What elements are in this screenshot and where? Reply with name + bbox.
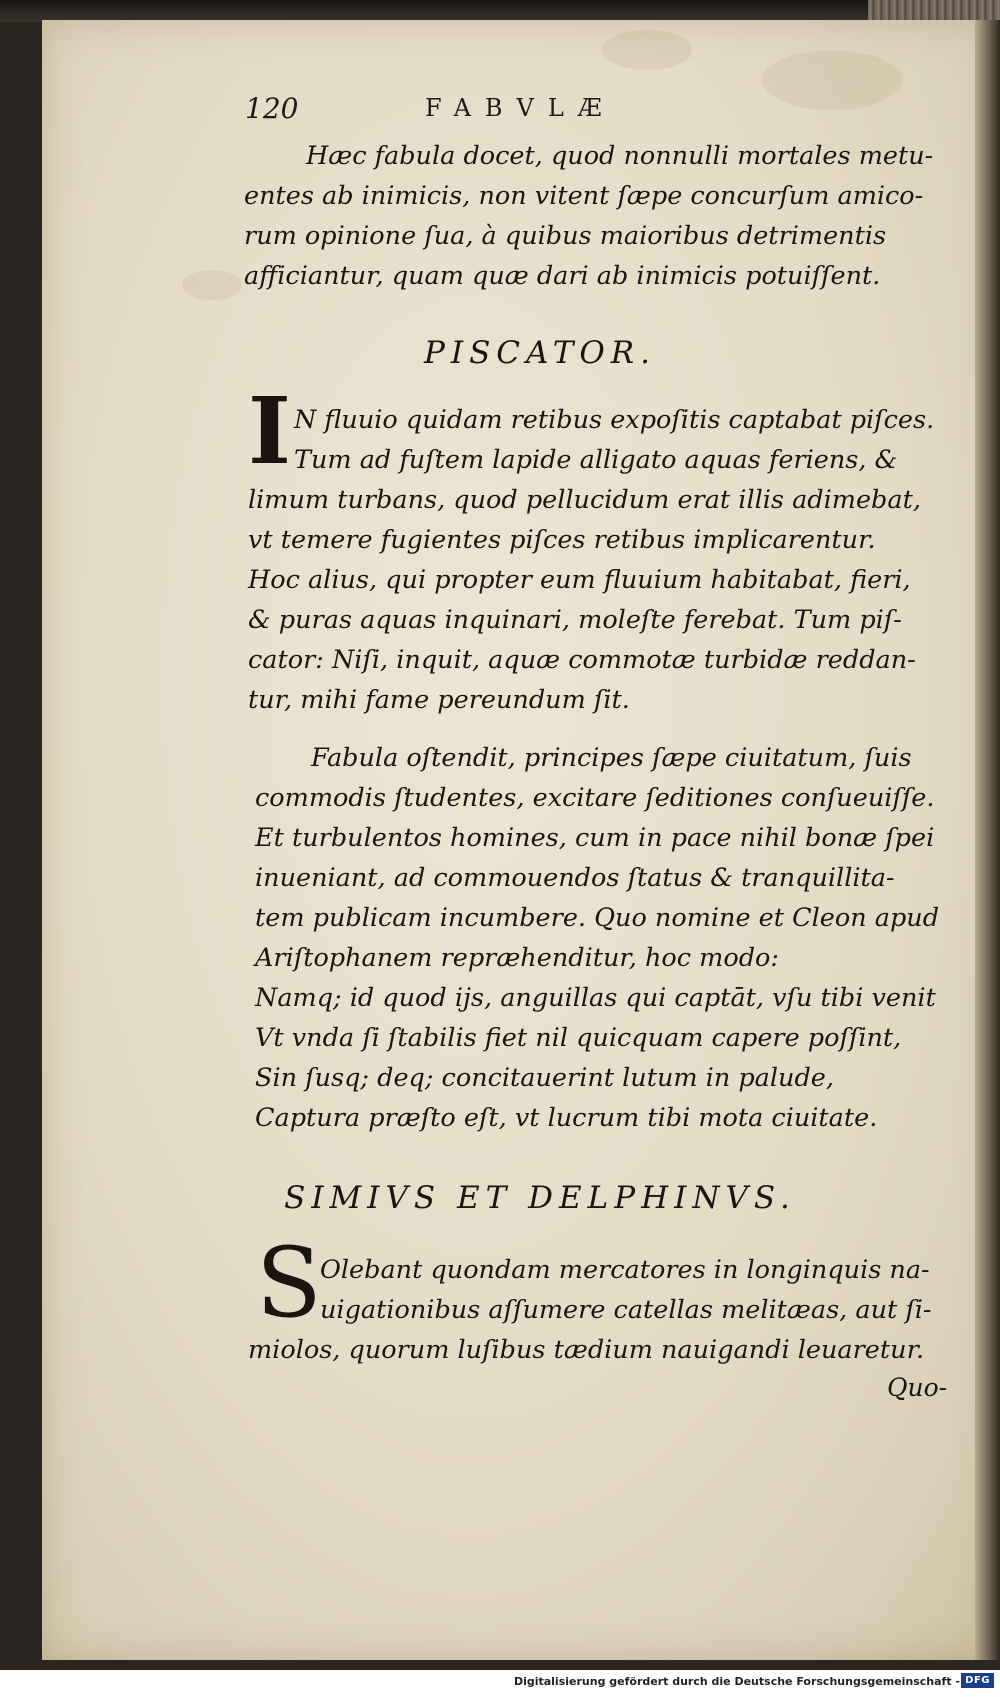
verse-line: Vt vnda ſi ſtabilis fiet nil quicquam capere poſſint, <box>255 1023 902 1053</box>
text-line: rum opinione ſua, à quibus maioribus detrimentis <box>244 221 887 251</box>
text-line: Hoc alius, qui propter eum fluuium habitabat, fieri, <box>248 565 911 595</box>
catchword: Quo- <box>887 1373 948 1402</box>
text-line: tem publicam incumbere. Quo nomine et Cleon apud <box>255 903 940 933</box>
text-line: Hæc fabula docet, quod nonnulli mortales metu- <box>306 141 934 171</box>
funding-credit: Digitalisierung gefördert durch die Deutsche Forschungsgemeinschaft - <box>513 1675 960 1688</box>
running-head <box>245 92 765 126</box>
text-line: uigationibus aſſumere catellas melitæas, aut ſi- <box>320 1295 932 1325</box>
drop-cap: S <box>256 1227 322 1339</box>
paper-stain <box>602 30 692 70</box>
text-line: inueniant, ad commouendos ſtatus & tranquillita- <box>255 863 895 893</box>
page-number: 120 <box>245 92 299 125</box>
drop-cap: I <box>248 377 292 485</box>
paper-stain <box>182 270 242 300</box>
fable-piscator-text <box>248 400 934 720</box>
text-line: afficiantur, quam quæ dari ab inimicis potuiſſent. <box>244 261 881 291</box>
fable-piscator-moral <box>255 738 939 1138</box>
fable-simius-text <box>248 1250 932 1370</box>
text-line: limum turbans, quod pellucidum erat illis adimebat, <box>248 485 921 515</box>
book-page-edges <box>868 0 1000 22</box>
moral-previous-fable <box>244 136 933 296</box>
dfg-logo: DFG <box>961 1673 994 1688</box>
text-line: Et turbulentos homines, cum in pace nihil bonæ ſpei <box>255 823 935 853</box>
page-spine-shadow <box>975 20 1000 1660</box>
fable-title-simius: SIMIVS ET DELPHINVS. <box>284 1180 796 1216</box>
fable-title-piscator: PISCATOR. <box>423 335 657 371</box>
text-line: entes ab inimicis, non vitent ſæpe concurſum amico- <box>244 181 924 211</box>
text-line: N fluuio quidam retibus expoſitis captabat piſces. <box>294 405 935 435</box>
text-line: Tum ad fuſtem lapide alligato aquas feriens, & <box>294 445 898 475</box>
verse-line: Sin ſusq; deq; concitauerint lutum in palude, <box>255 1063 834 1093</box>
verse-line: Namq; id quod ijs, anguillas qui captāt, vſu tibi venit <box>255 983 936 1013</box>
text-line: Fabula oſtendit, principes ſæpe ciuitatum, ſuis <box>311 743 912 773</box>
text-line: cator: Niſi, inquit, aquæ commotæ turbidæ reddan- <box>248 645 916 675</box>
text-line: & puras aquas inquinari, moleſte ferebat. Tum piſ- <box>248 605 902 635</box>
paper-stain <box>762 50 902 110</box>
verse-line: Captura præſto eſt, vt lucrum tibi mota ciuitate. <box>255 1103 878 1133</box>
text-line: Ariſtophanem repræhenditur, hoc modo: <box>255 943 779 973</box>
running-title: FABVLÆ <box>425 94 616 122</box>
text-line: commodis ſtudentes, excitare ſeditiones conſueuiſſe. <box>255 783 935 813</box>
text-line: miolos, quorum luſibus tædium nauigandi leuaretur. <box>248 1335 925 1365</box>
scan-top-edge <box>0 0 1000 22</box>
text-line: vt temere fugientes piſces retibus implicarentur. <box>248 525 876 555</box>
text-line: Olebant quondam mercatores in longinquis na- <box>320 1255 930 1285</box>
text-line: tur, mihi fame pereundum ſit. <box>248 685 630 715</box>
